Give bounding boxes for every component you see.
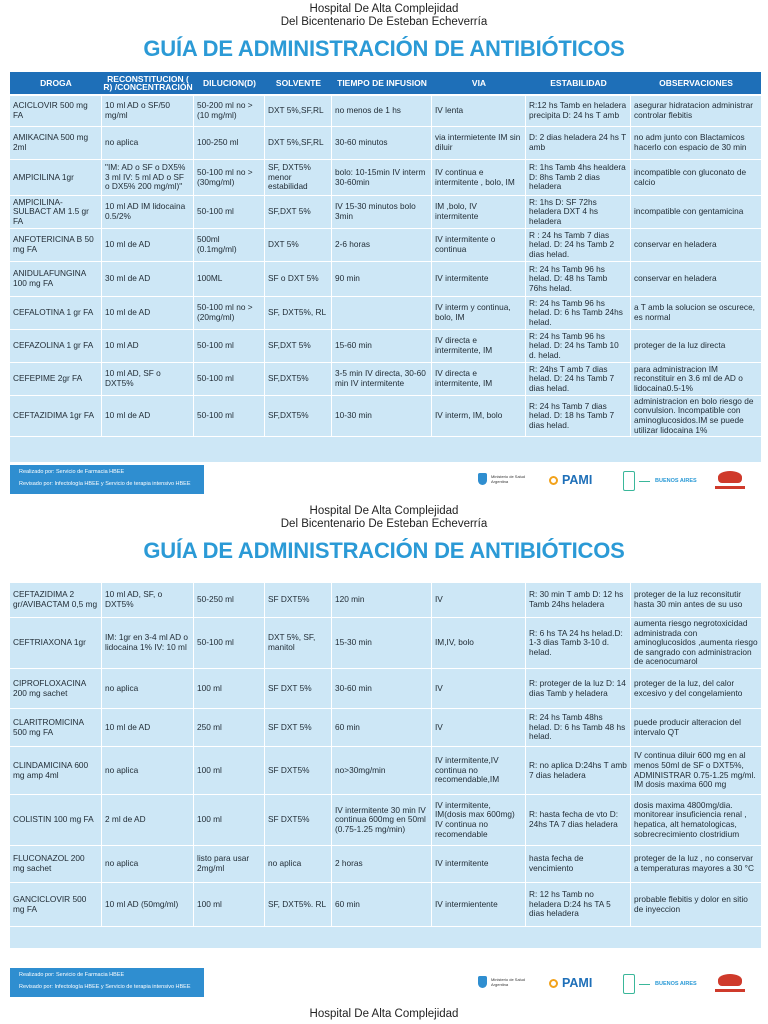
table-cell: 100-250 ml — [194, 127, 265, 159]
table-row — [10, 262, 761, 297]
column-header: DILUCION(D) — [203, 78, 256, 88]
table-cell: R: 12 hs Tamb no heladera D:24 hs TA 5 dias heladera — [526, 883, 631, 926]
table-cell: CEFTRIAXONA 1gr — [10, 618, 102, 668]
column-header: OBSERVACIONES — [659, 78, 733, 88]
table-cell: 30 ml de AD — [102, 262, 194, 296]
table-cell: 50-250 ml — [194, 583, 265, 617]
table-cell: SF DXT5% — [265, 583, 332, 617]
table-cell: COLISTIN 100 mg FA — [10, 795, 102, 845]
table-cell: IM ,bolo, IV intermitente — [432, 196, 526, 228]
column-header: ESTABILIDAD — [550, 78, 607, 88]
guide-title: GUÍA DE ADMINISTRACIÓN DE ANTIBIÓTICOS — [143, 538, 625, 563]
column-header: SOLVENTE — [275, 78, 322, 88]
table-cell: ANIDULAFUNGINA 100 mg FA — [10, 262, 102, 296]
table-cell: no aplica — [265, 846, 332, 882]
table-cell: IV — [432, 709, 526, 746]
hospital-name — [0, 503, 768, 531]
table-cell: 100ML — [194, 262, 265, 296]
table-cell: probable flebitis y dolor en sitio de inyeccion — [634, 893, 748, 914]
table-cell: R: 24 hs Tamb 96 hs helad. D: 6 hs Tamb 24hs helad. — [526, 297, 631, 329]
argentina-shield-icon — [478, 473, 487, 485]
table-cell: GANCICLOVIR 500 mg FA — [10, 883, 102, 926]
table-row — [10, 669, 761, 709]
red-logo-bar — [715, 989, 745, 992]
table-cell: 90 min — [332, 262, 432, 296]
table-cell: 30-60 minutos — [332, 127, 432, 159]
table-row — [10, 583, 761, 618]
antibiotics-table-page-1 — [10, 96, 761, 462]
table-cell: R: 6 hs TA 24 hs helad.D: 1-3 dias Tamb 3-10 d. helad. — [526, 618, 631, 668]
hospital-line-page-3: Hospital De Alta Complejidad — [309, 1008, 459, 1020]
hospital-line-1: Hospital De Alta Complejidad — [309, 3, 459, 15]
ministry-logo — [478, 473, 525, 485]
table-cell: R: 30 min T amb D: 12 hs Tamb 24hs heladera — [526, 583, 631, 617]
table-cell — [332, 297, 432, 329]
table-header — [10, 72, 761, 94]
table-cell: 2-6 horas — [332, 229, 432, 261]
table-cell: SF DXT5% — [265, 795, 332, 845]
table-cell: R: proteger de la luz D: 14 dias Tamb y heladera — [526, 669, 631, 708]
table-row — [10, 363, 761, 396]
footer-reviewed-by: Revisado por: Infectología HBEE y Servicio de terapia intensivo HBEE — [19, 984, 191, 990]
table-cell: SF,DXT5% — [265, 396, 332, 436]
table-cell: no aplica — [102, 747, 194, 794]
table-cell: SF DXT 5% — [265, 669, 332, 708]
logo-divider — [639, 481, 650, 482]
institution-logos — [478, 973, 750, 997]
table-cell: 10 ml AD — [102, 330, 194, 362]
table-cell: 50-200 ml no > (10 mg/ml) — [194, 96, 265, 126]
table-row — [10, 396, 761, 437]
table-cell: no aplica — [102, 669, 194, 708]
table-cell: SF, DXT5% menor estabilidad — [265, 160, 332, 195]
red-logo — [715, 471, 745, 491]
table-cell: IV interm y continua, bolo, IM — [432, 297, 526, 329]
pami-circle-icon — [549, 979, 558, 988]
guide-page-1 — [0, 0, 768, 497]
table-cell: 2 horas — [332, 846, 432, 882]
table-row — [10, 795, 761, 846]
pami-logo — [549, 473, 592, 487]
table-cell: IM,IV, bolo — [432, 618, 526, 668]
table-cell: AMIKACINA 500 mg 2ml — [10, 127, 102, 159]
table-cell: R: 24 hs Tamb 96 hs helad. D: 48 hs Tamb 76hs helad. — [526, 262, 631, 296]
table-cell: R:12 hs Tamb en heladera precipita D: 24 hs T amb — [526, 96, 631, 126]
table-cell: IV intermitente 30 min IV continua 600mg en 50ml (0.75-1.25 mg/min) — [332, 795, 432, 845]
table-row — [10, 229, 761, 262]
table-cell: no aplica — [102, 127, 194, 159]
hospital-name — [0, 0, 768, 29]
table-cell: 10 ml AD o SF/50 mg/ml — [102, 96, 194, 126]
table-cell: SF DXT5% — [265, 747, 332, 794]
footer-made-by: Realizado por: Servicio de Farmacia HBEE — [19, 972, 125, 978]
table-cell: bolo: 10-15min IV interm 30-60min — [332, 160, 432, 195]
table-cell: 10 ml de AD — [102, 396, 194, 436]
table-cell: IV continua diluir 600 mg en al menos 50ml de SF o DXT5%, ADMINISTRAR 0.75-1.25 mg/ml. IM dosis maxima 600 mg — [634, 750, 756, 790]
hospital-line-2: Del Bicentenario De Esteban Echeverría — [280, 16, 488, 28]
table-cell: 50-100 ml — [194, 330, 265, 362]
table-cell: 50-100 ml no > (30mg/ml) — [194, 160, 265, 195]
table-row — [10, 160, 761, 196]
table-cell: SF,DXT 5% — [265, 330, 332, 362]
logo-divider — [639, 984, 650, 985]
table-cell: administracion en bolo riesgo de convulsion. Incompatible con aminoglucosidos.IM se puede utilizar lidocaina 1% — [634, 396, 754, 435]
table-cell: 2 ml de AD — [102, 795, 194, 845]
institution-logos — [478, 470, 750, 494]
table-cell: a T amb la solucion se oscurece, es normal — [634, 302, 755, 322]
table-cell: FLUCONAZOL 200 mg sachet — [10, 846, 102, 882]
table-cell: 100 ml — [194, 747, 265, 794]
column-header: VIA — [471, 78, 487, 88]
table-cell: CEFALOTINA 1 gr FA — [10, 297, 102, 329]
pami-logo-text: PAMI — [562, 473, 593, 487]
table-cell: listo para usar 2mg/ml — [194, 846, 265, 882]
table-cell: DXT 5%, SF, manitol — [265, 618, 332, 668]
pami-logo — [549, 976, 592, 990]
table-cell: conservar en heladera — [634, 273, 717, 284]
table-cell: 50-100 ml — [194, 196, 265, 228]
table-cell: no>30mg/min — [332, 747, 432, 794]
table-cell: 10 ml AD (50mg/ml) — [102, 883, 194, 926]
table-row — [10, 846, 761, 883]
table-row — [10, 330, 761, 363]
table-cell: 10 ml de AD — [102, 709, 194, 746]
table-cell: CLINDAMICINA 600 mg amp 4ml — [10, 747, 102, 794]
buenos-aires-icon — [623, 974, 635, 994]
table-cell: R: 1hs Tamb 4hs healdera D: 8hs Tamb 2 dias heladera — [526, 160, 631, 195]
table-cell: 50-100 ml — [194, 363, 265, 395]
table-cell: CEFEPIME 2gr FA — [10, 363, 102, 395]
table-cell: 60 min — [332, 883, 432, 926]
pami-circle-icon — [549, 476, 558, 485]
table-cell: 100 ml — [194, 883, 265, 926]
table-cell: R : 24 hs Tamb 7 dias helad. D: 24 hs Tamb 2 dias helad. — [526, 229, 631, 261]
ministry-logo — [478, 976, 525, 988]
table-cell: DXT 5%,SF,RL — [265, 127, 332, 159]
table-cell: 60 min — [332, 709, 432, 746]
table-cell: 50-100 ml — [194, 618, 265, 668]
table-cell: asegurar hidratacion administrar controlar flebitis — [634, 100, 753, 120]
table-cell: incompatible con gentamicina — [634, 206, 744, 217]
table-cell: 3-5 min IV directa, 30-60 min IV intermitente — [332, 363, 432, 395]
table-cell: DXT 5%,SF,RL — [265, 96, 332, 126]
table-row — [10, 709, 761, 747]
table-cell: IV interm, IM, bolo — [432, 396, 526, 436]
table-cell: "IM: AD o SF o DX5% 3 ml IV: 5 ml AD o SF o DX5% 200 mg/ml)" — [102, 160, 194, 195]
table-cell: IV intermitente — [432, 846, 526, 882]
table-cell: 10-30 min — [332, 396, 432, 436]
table-row — [10, 96, 761, 127]
table-row — [10, 747, 761, 795]
table-cell: 10 ml AD IM lidocaina 0.5/2% — [102, 196, 194, 228]
red-logo-bar — [715, 486, 745, 489]
table-cell: IV continua e intermitente , bolo, IM — [432, 160, 526, 195]
guide-page-2 — [0, 503, 768, 1003]
table-cell: 500ml (0.1mg/ml) — [194, 229, 265, 261]
table-cell: 15-30 min — [332, 618, 432, 668]
buenos-aires-logo — [623, 471, 697, 491]
buenos-aires-logo — [623, 974, 697, 994]
table-row — [10, 883, 761, 927]
table-cell: R: 1hs D: SF 72hs heladera DXT 4 hs heladera — [526, 196, 631, 228]
table-cell: 10 ml AD, SF o DXT5% — [102, 363, 194, 395]
table-cell: 30-60 min — [332, 669, 432, 708]
table-cell: ANFOTERICINA B 50 mg FA — [10, 229, 102, 261]
table-cell: IV lenta — [432, 96, 526, 126]
table-cell: dosis maxima 4800mg/dia. monitorear insuficiencia renal , hepatica, alt hematologicas, sobrecrecimiento clostridium — [634, 799, 747, 839]
table-cell: CIPROFLOXACINA 200 mg sachet — [10, 669, 102, 708]
table-cell: IV intermitente o continua — [432, 229, 526, 261]
table-row — [10, 127, 761, 160]
table-cell: SF o DXT 5% — [265, 262, 332, 296]
table-cell: IV intermitente,IV continua no recomendable,IM — [432, 747, 526, 794]
table-cell: hasta fecha de vencimiento — [526, 846, 631, 882]
table-cell: SF,DXT 5% — [265, 196, 332, 228]
table-cell: AMPICILINA-SULBACT AM 1.5 gr FA — [10, 196, 102, 228]
table-cell: IM: 1gr en 3-4 ml AD o lidocaina 1% IV: 10 ml — [102, 618, 194, 668]
guide-title: GUÍA DE ADMINISTRACIÓN DE ANTIBIÓTICOS — [143, 36, 625, 61]
table-cell: no menos de 1 hs — [332, 96, 432, 126]
table-cell: para administracion IM reconstituir en 3.6 ml de AD o lidocaina0.5-1% — [634, 363, 743, 393]
table-cell: R: 24 hs Tamb 96 hs helad. D: 24 hs Tamb 10 d. helad. — [526, 330, 631, 362]
table-cell: R: 24 hs Tamb 7 dias helad. D: 18 hs Tamb 7 dias helad. — [526, 396, 631, 436]
table-cell: proteger de la luz , no conservar a temperaturas mayores a 30 °C — [634, 853, 754, 873]
table-cell: SF DXT 5% — [265, 709, 332, 746]
table-cell: 100 ml — [194, 795, 265, 845]
table-cell: 15-60 min — [332, 330, 432, 362]
red-logo-icon — [718, 974, 742, 986]
table-cell: DXT 5% — [265, 229, 332, 261]
footer-credits — [10, 968, 204, 997]
table-cell: 250 ml — [194, 709, 265, 746]
table-cell: ACICLOVIR 500 mg FA — [10, 96, 102, 126]
pami-logo-text: PAMI — [562, 976, 593, 990]
table-cell: no aplica — [102, 846, 194, 882]
table-cell: IV — [432, 583, 526, 617]
table-row — [10, 196, 761, 229]
red-logo-icon — [718, 471, 742, 483]
column-header: DROGA — [40, 78, 72, 88]
table-cell: R: no aplica D:24hs T amb 7 dias heladera — [526, 747, 631, 794]
hospital-line-1: Hospital De Alta Complejidad — [309, 505, 459, 517]
table-cell: IV intermitente, IM(dosis max 600mg) IV continua no recomendable — [432, 795, 526, 845]
table-cell: IV — [432, 669, 526, 708]
buenos-aires-logo-text: BUENOS AIRES — [655, 478, 697, 484]
table-cell: IV directa e intermitente, IM — [432, 363, 526, 395]
footer-reviewed-by: Revisado por: Infectología HBEE y Servicio de terapia intensivo HBEE — [19, 481, 191, 487]
table-cell: IV intermientente — [432, 883, 526, 926]
table-cell: via intermietente IM sin diluir — [432, 127, 526, 159]
argentina-shield-icon — [478, 976, 487, 988]
table-cell: incompatible con gluconato de calcio — [634, 166, 747, 187]
hospital-line-2: Del Bicentenario De Esteban Echeverría — [280, 518, 488, 530]
table-cell: CEFTAZIDIMA 1gr FA — [10, 396, 102, 436]
table-cell: IV 15-30 minutos bolo 3min — [332, 196, 432, 228]
column-header: TIEMPO DE INFUSION — [337, 78, 427, 88]
table-cell: 10 ml de AD — [102, 229, 194, 261]
table-cell: SF, DXT5%. RL — [265, 883, 332, 926]
red-logo — [715, 974, 745, 994]
table-row — [10, 618, 761, 669]
ministry-logo-text: Ministerio de Salud Argentina — [491, 474, 526, 484]
table-cell: proteger de la luz, del calor excesivo y del congelamiento — [634, 677, 743, 698]
table-cell: proteger de la luz directa — [634, 340, 726, 351]
buenos-aires-logo-text: BUENOS AIRES — [655, 981, 697, 987]
table-cell: D: 2 dias heladera 24 hs T amb — [526, 127, 631, 159]
table-cell: AMPICILINA 1gr — [10, 160, 102, 195]
table-cell: 100 ml — [194, 669, 265, 708]
ministry-logo-text: Ministerio de Salud Argentina — [491, 977, 526, 987]
table-cell: 10 ml de AD — [102, 297, 194, 329]
table-cell: SF, DXT5%, RL — [265, 297, 332, 329]
table-cell: 50-100 ml no > (20mg/ml) — [194, 297, 265, 329]
table-cell: R: 24 hs Tamb 48hs helad. D: 6 hs Tamb 48 hs helad. — [526, 709, 631, 746]
buenos-aires-icon — [623, 471, 635, 491]
table-cell: IV directa e intermitente, IM — [432, 330, 526, 362]
table-cell: aumenta riesgo negrotoxicidad administrada con aminoglucosidos ,aumenta riesgo de sangrado con administracion de acenocumarol — [634, 618, 758, 667]
table-cell: puede producir alteracion del intervalo QT — [634, 716, 742, 737]
table-cell: IV intermitente — [432, 262, 526, 296]
table-cell: 120 min — [332, 583, 432, 617]
table-cell: 10 ml AD, SF, o DXT5% — [102, 583, 194, 617]
table-cell: 50-100 ml — [194, 396, 265, 436]
footer-made-by: Realizado por: Servicio de Farmacia HBEE — [19, 469, 125, 475]
table-cell: R: hasta fecha de vto D: 24hs TA 7 dias heladera — [526, 795, 631, 845]
table-cell: SF,DXT5% — [265, 363, 332, 395]
table-cell: CLARITROMICINA 500 mg FA — [10, 709, 102, 746]
footer-credits — [10, 465, 204, 494]
column-header: RECONSTITUCION ( R) /CONCENTRACIÓN — [103, 74, 193, 92]
table-cell: CEFAZOLINA 1 gr FA — [10, 330, 102, 362]
table-cell: no adm junto con Blactamicos hacerlo con espacio de 30 min — [634, 132, 747, 152]
table-cell: CEFTAZIDIMA 2 gr/AVIBACTAM 0,5 mg — [10, 583, 102, 617]
table-cell: R: 24hs T amb 7 dias helad. D: 24 hs Tamb 7 dias helad. — [526, 363, 631, 395]
table-cell: proteger de la luz reconsitutir hasta 30 min antes de su uso — [634, 589, 743, 609]
antibiotics-table-page-2 — [10, 583, 761, 948]
table-cell: conservar en heladera — [634, 239, 717, 250]
table-row — [10, 297, 761, 330]
